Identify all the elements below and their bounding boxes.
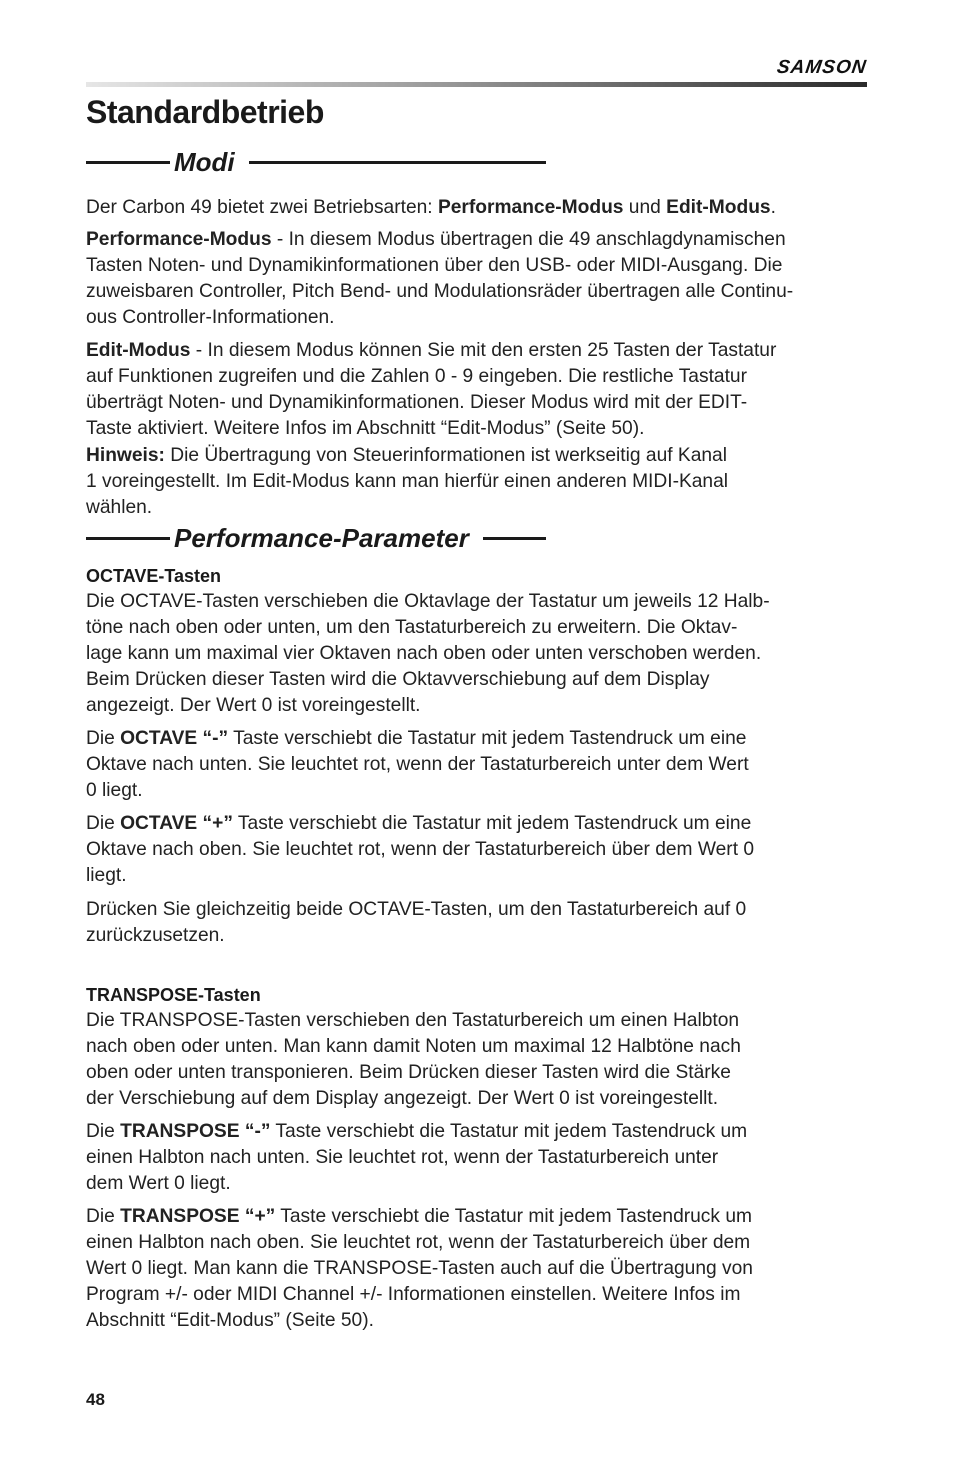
- bold-term: OCTAVE “-”: [120, 728, 229, 749]
- transpose-subheading: TRANSPOSE-Tasten: [86, 985, 261, 1005]
- heading-rule-right: [249, 161, 546, 164]
- octave-plus-paragraph: [86, 811, 871, 889]
- page-title: Standardbetrieb: [86, 94, 324, 130]
- heading-rule-left: [86, 161, 170, 164]
- bold-term: Edit-Modus: [666, 197, 771, 218]
- octave-subheading: OCTAVE-Tasten: [86, 566, 222, 586]
- section-heading-text: Performance-Parameter: [174, 522, 469, 553]
- text-run: Die: [86, 728, 121, 749]
- text-run: Der Carbon 49 bietet zwei Betriebsarten:: [86, 197, 438, 218]
- text-run: - In diesem Modus können Sie mit den ersten 25 Tasten der Tastatur auf Funktionen zugreifen und die Zahlen 0 - 9 eingeben. Die restliche Tastatur überträgt Noten- und Dynamikinformationen. Dieser Modus wird mit der EDIT- Taste aktiviert. Weitere Infos im Abschnitt “Edit-Modus” (Seite 50).: [86, 340, 777, 439]
- performance-mode-paragraph: [86, 227, 871, 331]
- text-run: Die Übertragung von Steuerinformationen ist werkseitig auf Kanal 1 voreingestellt. Im Edit-Modus kann man hierfür einen anderen MIDI-Kanal wählen.: [86, 445, 729, 518]
- heading-rule-right: [483, 537, 546, 540]
- text-run: Die: [86, 1206, 121, 1227]
- transpose-plus-paragraph: [86, 1204, 871, 1334]
- heading-rule-left: [86, 537, 170, 540]
- bold-term: TRANSPOSE “-”: [120, 1121, 271, 1142]
- text-run: - In diesem Modus übertragen die 49 anschlagdynamischen Tasten Noten- und Dynamikinformationen über den USB- oder MIDI-Ausgang. Die zuweisbaren Controller, Pitch Bend- und Modulationsräder übertragen alle Continu- ous Controller-Informationen.: [86, 229, 794, 328]
- octave-minus-paragraph: [86, 726, 871, 804]
- page-number: 48: [86, 1390, 105, 1409]
- section-heading-performance-parameter: [86, 523, 546, 553]
- bold-term: TRANSPOSE “+”: [120, 1206, 276, 1227]
- hint-paragraph: [86, 443, 871, 521]
- bold-term: Edit-Modus: [86, 340, 191, 361]
- header-rule: [86, 82, 867, 87]
- bold-term: Hinweis:: [86, 445, 165, 466]
- text-run: Taste verschiebt die Tastatur mit jedem Tastendruck um eine Oktave nach oben. Sie leuchtet rot, wenn der Tastaturbereich über dem Wert 0 liegt.: [86, 813, 755, 886]
- octave-reset-paragraph: Drücken Sie gleichzeitig beide OCTAVE-Tasten, um den Tastaturbereich auf 0 zurückzusetzen.: [86, 899, 747, 946]
- text-run: .: [770, 197, 776, 218]
- octave-body-paragraph: Die OCTAVE-Tasten verschieben die Oktavlage der Tastatur um jeweils 12 Halb- töne nach oben oder unten, um den Tastaturbereich zu erweitern. Die Oktav- lage kann um maximal vier Oktaven nach oben oder unten verschoben werden. Beim Drücken dieser Tasten wird die Oktavverschiebung auf dem Display angezeigt. Der Wert 0 ist voreingestellt.: [86, 591, 770, 716]
- modi-intro-paragraph: [86, 195, 871, 221]
- text-run: Die: [86, 813, 121, 834]
- text-run: Die: [86, 1121, 121, 1142]
- bold-term: Performance-Modus: [86, 229, 272, 250]
- brand-logo: SAMSON: [775, 57, 868, 78]
- transpose-minus-paragraph: [86, 1119, 871, 1197]
- edit-mode-paragraph: [86, 338, 871, 442]
- text-run: Taste verschiebt die Tastatur mit jedem Tastendruck um einen Halbton nach unten. Sie leuchtet rot, wenn der Tastaturbereich unter dem Wert 0 liegt.: [86, 1121, 748, 1194]
- text-run: Taste verschiebt die Tastatur mit jedem Tastendruck um eine Oktave nach unten. Sie leuchtet rot, wenn der Tastaturbereich unter dem Wert 0 liegt.: [86, 728, 749, 801]
- bold-term: OCTAVE “+”: [120, 813, 233, 834]
- text-run: Taste verschiebt die Tastatur mit jedem Tastendruck um einen Halbton nach oben. Sie leuchtet rot, wenn der Tastaturbereich über dem Wert 0 liegt. Man kann die TRANSPOSE-Tasten auch auf die Übertragung von Program +/- oder MIDI Channel +/- Informationen einstellen. Weitere Infos im Abschnitt “Edit-Modus” (Seite 50).: [86, 1206, 753, 1331]
- bold-term: Performance-Modus: [437, 197, 624, 218]
- transpose-body-paragraph: Die TRANSPOSE-Tasten verschieben den Tastaturbereich um einen Halbton nach oben oder unten. Man kann damit Noten um maximal 12 Halbtöne nach oben oder unten transponieren. Beim Drücken dieser Tasten wird die Stärke der Verschiebung auf dem Display angezeigt. Der Wert 0 ist voreingestellt.: [86, 1010, 741, 1109]
- text-run: und: [623, 197, 667, 218]
- section-heading-text: Modi: [174, 146, 235, 177]
- section-heading-modi: [86, 147, 546, 177]
